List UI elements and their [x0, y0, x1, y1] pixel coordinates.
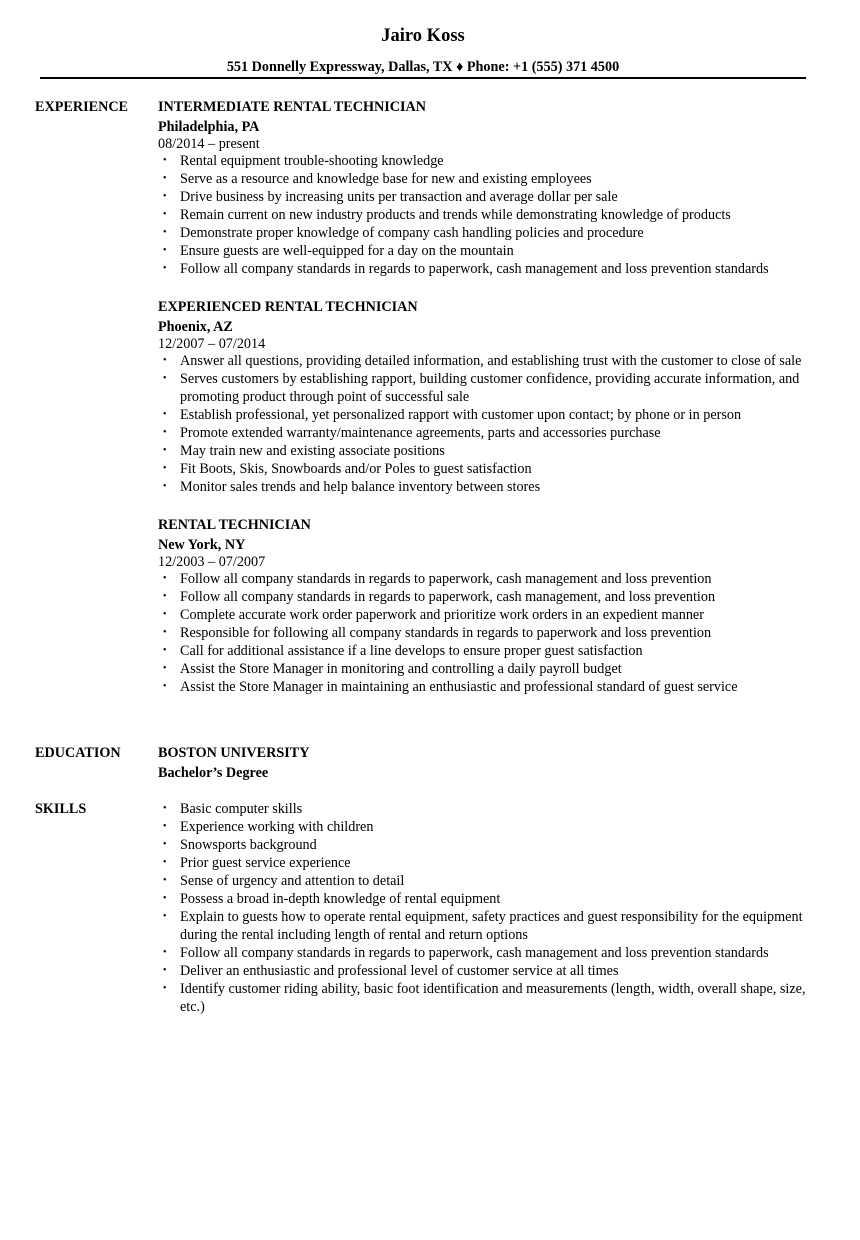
- header-divider: [40, 77, 806, 79]
- bullet-text: Demonstrate proper knowledge of company cash handling policies and procedure: [180, 225, 644, 241]
- list-item: [158, 800, 808, 818]
- bullet-icon: •: [163, 983, 167, 994]
- skill-text: Explain to guests how to operate rental equipment, safety practices and guest responsibility for the equipment during the rental including length of rental and return options: [180, 909, 803, 943]
- job-location: Phoenix, AZ: [158, 319, 233, 335]
- section-title-skills: SKILLS: [35, 801, 87, 817]
- list-item: [158, 260, 808, 278]
- section-title-education: EDUCATION: [35, 745, 121, 761]
- list-item: [158, 352, 808, 370]
- bullet-text: Monitor sales trends and help balance inventory between stores: [180, 479, 541, 495]
- job-location: New York, NY: [158, 537, 246, 553]
- list-item: [158, 442, 808, 460]
- skills-body: [158, 800, 808, 1016]
- degree: Bachelor’s Degree: [158, 765, 269, 781]
- bullet-icon: •: [163, 263, 167, 274]
- skill-text: Identify customer riding ability, basic foot identification and measurements (length, width, overall shape, size, etc.): [180, 981, 806, 1015]
- list-item: [158, 678, 808, 696]
- list-item: [158, 224, 808, 242]
- bullet-icon: •: [163, 209, 167, 220]
- bullet-text: Fit Boots, Skis, Snowboards and/or Poles to guest satisfaction: [180, 461, 532, 477]
- list-item: [158, 152, 808, 170]
- list-item: [158, 908, 808, 944]
- bullet-text: Assist the Store Manager in maintaining an enthusiastic and professional standard of guest service: [180, 679, 738, 695]
- job-bullets: [158, 352, 808, 496]
- bullet-text: Assist the Store Manager in monitoring and controlling a daily payroll budget: [180, 661, 622, 677]
- list-item: [158, 424, 808, 442]
- list-item: [158, 872, 808, 890]
- bullet-text: Rental equipment trouble-shooting knowledge: [180, 153, 444, 169]
- bullet-text: Establish professional, yet personalized rapport with customer upon contact; by phone or in person: [180, 407, 742, 423]
- list-item: [158, 944, 808, 962]
- skill-text: Basic computer skills: [180, 801, 303, 817]
- job-entry: [158, 98, 808, 278]
- bullet-icon: •: [163, 609, 167, 620]
- list-item: [158, 642, 808, 660]
- bullet-icon: •: [163, 463, 167, 474]
- list-item: [158, 606, 808, 624]
- skill-text: Possess a broad in-depth knowledge of rental equipment: [180, 891, 501, 907]
- school-name: BOSTON UNIVERSITY: [158, 745, 310, 761]
- bullet-icon: •: [163, 911, 167, 922]
- job-dates: 12/2007 – 07/2014: [158, 336, 266, 352]
- bullet-icon: •: [163, 173, 167, 184]
- job-bullets: [158, 152, 808, 278]
- bullet-icon: •: [163, 947, 167, 958]
- bullet-text: Remain current on new industry products and trends while demonstrating knowledge of products: [180, 207, 731, 223]
- skill-text: Prior guest service experience: [180, 855, 351, 871]
- bullet-icon: •: [163, 355, 167, 366]
- bullet-icon: •: [163, 645, 167, 656]
- list-item: [158, 962, 808, 980]
- bullet-text: Complete accurate work order paperwork and prioritize work orders in an expedient manner: [180, 607, 704, 623]
- skill-text: Sense of urgency and attention to detail: [180, 873, 405, 889]
- bullet-text: May train new and existing associate positions: [180, 443, 445, 459]
- list-item: [158, 818, 808, 836]
- skill-text: Experience working with children: [180, 819, 374, 835]
- job-location: Philadelphia, PA: [158, 119, 260, 135]
- bullet-text: Call for additional assistance if a line develops to ensure proper guest satisfaction: [180, 643, 643, 659]
- bullet-icon: •: [163, 681, 167, 692]
- list-item: [158, 478, 808, 496]
- bullet-icon: •: [163, 663, 167, 674]
- list-item: [158, 588, 808, 606]
- list-item: [158, 890, 808, 908]
- bullet-icon: •: [163, 427, 167, 438]
- bullet-icon: •: [163, 191, 167, 202]
- skill-text: Deliver an enthusiastic and professional level of customer service at all times: [180, 963, 619, 979]
- bullet-text: Serve as a resource and knowledge base for new and existing employees: [180, 171, 592, 187]
- candidate-name: Jairo Koss: [381, 26, 465, 46]
- job-title: INTERMEDIATE RENTAL TECHNICIAN: [158, 99, 427, 115]
- job-entry: [158, 516, 808, 696]
- skills-list: [158, 800, 808, 1016]
- bullet-icon: •: [163, 803, 167, 814]
- bullet-text: Serves customers by establishing rapport, building customer confidence, providing accurate information, and promoting product through point of successful sale: [180, 371, 800, 405]
- bullet-icon: •: [163, 409, 167, 420]
- job-dates: 12/2003 – 07/2007: [158, 554, 266, 570]
- bullet-text: Follow all company standards in regards to paperwork, cash management and loss prevention standards: [180, 261, 769, 277]
- bullet-icon: •: [163, 445, 167, 456]
- bullet-icon: •: [163, 893, 167, 904]
- list-item: [158, 370, 808, 406]
- job-title: RENTAL TECHNICIAN: [158, 517, 311, 533]
- bullet-text: Answer all questions, providing detailed information, and establishing trust with the customer to close of sale: [180, 353, 802, 369]
- skill-text: Snowsports background: [180, 837, 317, 853]
- bullet-icon: •: [163, 573, 167, 584]
- education-body: [158, 744, 808, 782]
- bullet-icon: •: [163, 857, 167, 868]
- bullet-text: Responsible for following all company standards in regards to paperwork and loss prevention: [180, 625, 712, 641]
- bullet-text: Follow all company standards in regards to paperwork, cash management, and loss prevention: [180, 589, 716, 605]
- bullet-icon: •: [163, 155, 167, 166]
- contact-line: 551 Donnelly Expressway, Dallas, TX ♦ Phone: +1 (555) 371 4500: [226, 59, 620, 75]
- list-item: [158, 660, 808, 678]
- bullet-text: Ensure guests are well-equipped for a day on the mountain: [180, 243, 514, 259]
- bullet-text: Follow all company standards in regards to paperwork, cash management and loss prevention: [180, 571, 712, 587]
- list-item: [158, 854, 808, 872]
- list-item: [158, 170, 808, 188]
- bullet-icon: •: [163, 373, 167, 384]
- experience-list: [158, 98, 808, 716]
- job-bullets: [158, 570, 808, 696]
- bullet-icon: •: [163, 481, 167, 492]
- bullet-icon: •: [163, 839, 167, 850]
- job-title: EXPERIENCED RENTAL TECHNICIAN: [158, 299, 418, 315]
- job-entry: [158, 298, 808, 496]
- job-dates: 08/2014 – present: [158, 136, 260, 152]
- list-item: [158, 242, 808, 260]
- list-item: [158, 624, 808, 642]
- resume-header: [40, 24, 806, 76]
- bullet-text: Promote extended warranty/maintenance agreements, parts and accessories purchase: [180, 425, 661, 441]
- list-item: [158, 206, 808, 224]
- list-item: [158, 188, 808, 206]
- bullet-icon: •: [163, 627, 167, 638]
- bullet-icon: •: [163, 821, 167, 832]
- bullet-icon: •: [163, 245, 167, 256]
- bullet-icon: •: [163, 591, 167, 602]
- bullet-icon: •: [163, 227, 167, 238]
- list-item: [158, 406, 808, 424]
- list-item: [158, 836, 808, 854]
- skill-text: Follow all company standards in regards to paperwork, cash management and loss prevention standards: [180, 945, 769, 961]
- bullet-icon: •: [163, 965, 167, 976]
- bullet-text: Drive business by increasing units per transaction and average dollar per sale: [180, 189, 618, 205]
- bullet-icon: •: [163, 875, 167, 886]
- list-item: [158, 570, 808, 588]
- list-item: [158, 980, 808, 1016]
- list-item: [158, 460, 808, 478]
- section-title-experience: EXPERIENCE: [35, 99, 129, 115]
